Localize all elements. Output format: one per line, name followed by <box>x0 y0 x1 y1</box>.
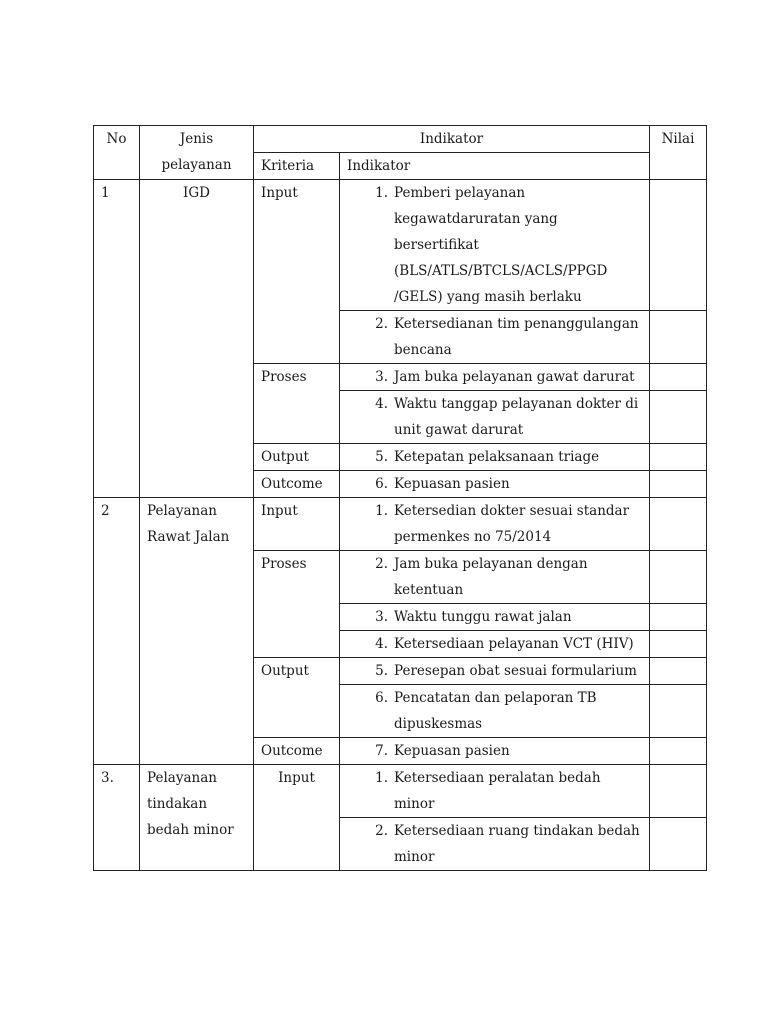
indikator-number: 1. <box>375 185 388 201</box>
indikator-number: 7. <box>375 743 388 759</box>
kriteria-cell: Proses <box>254 551 340 658</box>
indikator-cell <box>340 444 650 471</box>
indikator-number: 6. <box>375 476 388 492</box>
table-body <box>94 126 707 871</box>
table-row <box>94 498 707 551</box>
indikator-text: Kepuasan pasien <box>394 476 510 492</box>
indikator-text: Kepuasan pasien <box>394 743 510 759</box>
nilai-cell[interactable] <box>650 765 707 818</box>
indikator-cell <box>340 551 650 604</box>
header-no: No <box>94 126 140 180</box>
nilai-cell[interactable] <box>650 180 707 311</box>
service-name: Pelayanan Rawat Jalan <box>140 498 254 765</box>
nilai-cell[interactable] <box>650 364 707 391</box>
table-row <box>94 180 707 311</box>
indikator-table <box>93 125 707 871</box>
nilai-cell[interactable] <box>650 631 707 658</box>
indikator-cell <box>340 818 650 871</box>
kriteria-cell: Input <box>254 180 340 364</box>
kriteria-cell: Outcome <box>254 471 340 498</box>
indikator-text: Ketersediaan peralatan bedah minor <box>394 770 601 812</box>
kriteria-cell: Input <box>254 765 340 871</box>
indikator-number: 1. <box>375 503 388 519</box>
service-name: IGD <box>140 180 254 498</box>
indikator-cell <box>340 765 650 818</box>
indikator-cell <box>340 604 650 631</box>
indikator-cell <box>340 498 650 551</box>
indikator-number: 6. <box>375 690 388 706</box>
indikator-text: Ketersedian dokter sesuai standar permenkes no 75/2014 <box>394 503 630 545</box>
indikator-text: Waktu tunggu rawat jalan <box>394 609 572 625</box>
indikator-number: 2. <box>375 316 388 332</box>
header-nilai: Nilai <box>650 126 707 180</box>
header-indikator: Indikator <box>340 153 650 180</box>
indikator-cell <box>340 180 650 311</box>
indikator-number: 5. <box>375 449 388 465</box>
indikator-cell <box>340 364 650 391</box>
nilai-cell[interactable] <box>650 551 707 604</box>
row-number: 2 <box>94 498 140 765</box>
indikator-cell <box>340 738 650 765</box>
kriteria-cell: Outcome <box>254 738 340 765</box>
nilai-cell[interactable] <box>650 444 707 471</box>
indikator-number: 3. <box>375 609 388 625</box>
nilai-cell[interactable] <box>650 604 707 631</box>
nilai-cell[interactable] <box>650 391 707 444</box>
indikator-number: 1. <box>375 770 388 786</box>
nilai-cell[interactable] <box>650 738 707 765</box>
indikator-number: 4. <box>375 636 388 652</box>
indikator-text: Ketersedianan tim penanggulangan bencana <box>394 316 639 358</box>
nilai-cell[interactable] <box>650 658 707 685</box>
row-number: 3. <box>94 765 140 871</box>
row-number: 1 <box>94 180 140 498</box>
header-jenis-pelayanan: Jenis pelayanan <box>140 126 254 180</box>
indikator-text: Ketersediaan ruang tindakan bedah minor <box>394 823 640 865</box>
indikator-text: Ketersediaan pelayanan VCT (HIV) <box>394 636 634 652</box>
indikator-text: Pencatatan dan pelaporan TB dipuskesmas <box>394 690 597 732</box>
indikator-cell <box>340 658 650 685</box>
indikator-cell <box>340 631 650 658</box>
nilai-cell[interactable] <box>650 818 707 871</box>
kriteria-cell: Input <box>254 498 340 551</box>
nilai-cell[interactable] <box>650 685 707 738</box>
indikator-cell <box>340 471 650 498</box>
indikator-number: 4. <box>375 396 388 412</box>
indikator-cell <box>340 391 650 444</box>
header-row <box>94 126 707 153</box>
nilai-cell[interactable] <box>650 311 707 364</box>
indikator-text: Waktu tanggap pelayanan dokter di unit gawat darurat <box>394 396 639 438</box>
indikator-cell <box>340 685 650 738</box>
kriteria-cell: Output <box>254 658 340 738</box>
indikator-number: 3. <box>375 369 388 385</box>
indikator-text: Jam buka pelayanan gawat darurat <box>394 369 635 385</box>
indikator-text: Ketepatan pelaksanaan triage <box>394 449 600 465</box>
indikator-cell <box>340 311 650 364</box>
indikator-number: 5. <box>375 663 388 679</box>
indikator-text: Peresepan obat sesuai formularium <box>394 663 637 679</box>
service-name: Pelayanan tindakan bedah minor <box>140 765 254 871</box>
kriteria-cell: Output <box>254 444 340 471</box>
nilai-cell[interactable] <box>650 471 707 498</box>
header-indikator-group: Indikator <box>254 126 650 153</box>
nilai-cell[interactable] <box>650 498 707 551</box>
indikator-number: 2. <box>375 823 388 839</box>
indikator-number: 2. <box>375 556 388 572</box>
table-row <box>94 765 707 818</box>
kriteria-cell: Proses <box>254 364 340 444</box>
header-kriteria: Kriteria <box>254 153 340 180</box>
indikator-text: Jam buka pelayanan dengan ketentuan <box>394 556 588 598</box>
indikator-text: Pemberi pelayanan kegawatdaruratan yang bersertifikat (BLS/ATLS/BTCLS/ACLS/PPGD /GELS) yang masih berlaku <box>394 185 608 305</box>
